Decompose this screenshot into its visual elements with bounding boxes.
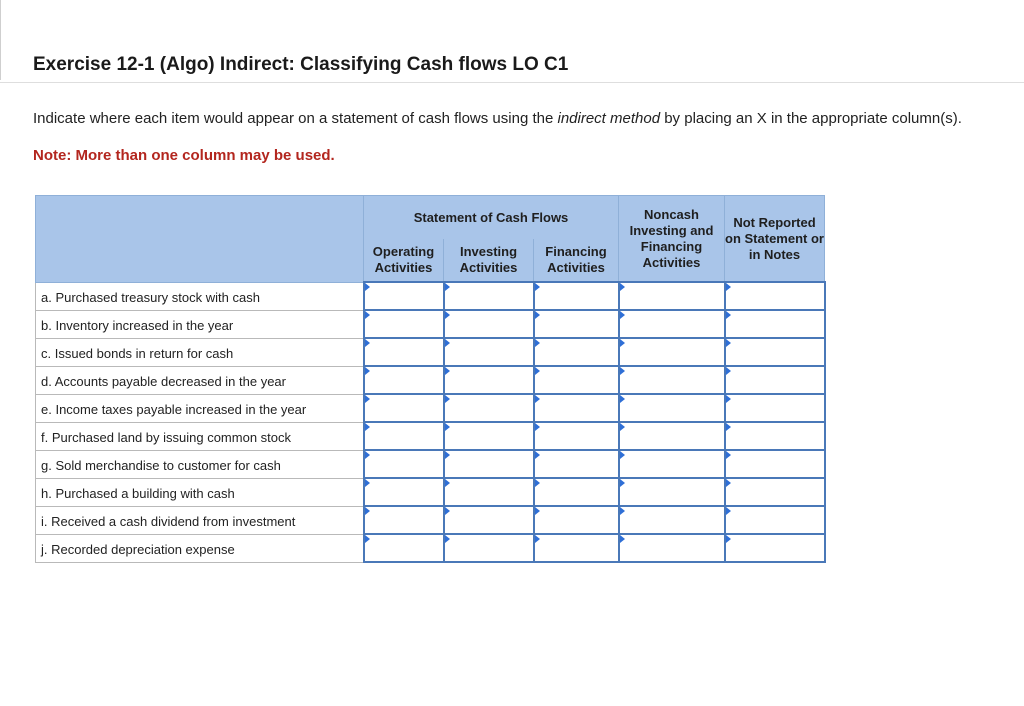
table-row bbox=[36, 450, 825, 478]
noncash-input-cell[interactable] bbox=[619, 450, 725, 478]
noncash-input-cell[interactable] bbox=[619, 338, 725, 366]
operating-input-cell[interactable] bbox=[364, 506, 444, 534]
input-marker-icon bbox=[445, 535, 450, 543]
investing-input-cell[interactable] bbox=[444, 366, 534, 394]
input-marker-icon bbox=[620, 535, 625, 543]
not-reported-column-header: Not Reported on Statement or in Notes bbox=[725, 196, 825, 283]
input-marker-icon bbox=[620, 395, 625, 403]
not-reported-input-cell[interactable] bbox=[725, 366, 825, 394]
note: Note: More than one column may be used. bbox=[33, 147, 335, 164]
investing-input-cell[interactable] bbox=[444, 506, 534, 534]
input-marker-icon bbox=[445, 395, 450, 403]
input-marker-icon bbox=[445, 311, 450, 319]
table-row bbox=[36, 394, 825, 422]
input-marker-icon bbox=[365, 339, 370, 347]
input-marker-icon bbox=[726, 283, 731, 291]
instructions-text-1: Indicate where each item would appear on a statement of cash flows using the bbox=[33, 110, 558, 127]
input-marker-icon bbox=[726, 423, 731, 431]
not-reported-input-cell[interactable] bbox=[725, 534, 825, 562]
input-marker-icon bbox=[535, 507, 540, 515]
input-marker-icon bbox=[620, 339, 625, 347]
operating-input-cell[interactable] bbox=[364, 394, 444, 422]
financing-input-cell[interactable] bbox=[534, 282, 619, 310]
not-reported-input-cell[interactable] bbox=[725, 282, 825, 310]
not-reported-input-cell[interactable] bbox=[725, 422, 825, 450]
input-marker-icon bbox=[365, 423, 370, 431]
row-label: i. Received a cash dividend from investment bbox=[36, 506, 364, 534]
table-row bbox=[36, 310, 825, 338]
investing-input-cell[interactable] bbox=[444, 282, 534, 310]
noncash-column-header: Noncash Investing and Financing Activities bbox=[619, 196, 725, 283]
input-marker-icon bbox=[365, 311, 370, 319]
operating-column-header: Operating Activities bbox=[364, 239, 444, 282]
investing-input-cell[interactable] bbox=[444, 534, 534, 562]
row-label: a. Purchased treasury stock with cash bbox=[36, 282, 364, 310]
input-marker-icon bbox=[445, 451, 450, 459]
not-reported-input-cell[interactable] bbox=[725, 450, 825, 478]
table-row bbox=[36, 366, 825, 394]
input-marker-icon bbox=[535, 339, 540, 347]
noncash-input-cell[interactable] bbox=[619, 534, 725, 562]
statement-of-cash-flows-header: Statement of Cash Flows bbox=[364, 196, 619, 240]
table-row bbox=[36, 338, 825, 366]
not-reported-input-cell[interactable] bbox=[725, 478, 825, 506]
noncash-input-cell[interactable] bbox=[619, 282, 725, 310]
row-label: f. Purchased land by issuing common stock bbox=[36, 422, 364, 450]
instructions bbox=[33, 109, 1008, 128]
input-marker-icon bbox=[726, 339, 731, 347]
input-marker-icon bbox=[445, 283, 450, 291]
noncash-input-cell[interactable] bbox=[619, 366, 725, 394]
table-row bbox=[36, 478, 825, 506]
input-marker-icon bbox=[620, 507, 625, 515]
noncash-input-cell[interactable] bbox=[619, 506, 725, 534]
row-label: j. Recorded depreciation expense bbox=[36, 534, 364, 562]
financing-input-cell[interactable] bbox=[534, 394, 619, 422]
input-marker-icon bbox=[726, 535, 731, 543]
operating-input-cell[interactable] bbox=[364, 338, 444, 366]
input-marker-icon bbox=[365, 507, 370, 515]
operating-input-cell[interactable] bbox=[364, 366, 444, 394]
investing-input-cell[interactable] bbox=[444, 338, 534, 366]
input-marker-icon bbox=[445, 367, 450, 375]
input-marker-icon bbox=[726, 367, 731, 375]
input-marker-icon bbox=[620, 451, 625, 459]
noncash-input-cell[interactable] bbox=[619, 478, 725, 506]
input-marker-icon bbox=[535, 367, 540, 375]
input-marker-icon bbox=[365, 451, 370, 459]
investing-input-cell[interactable] bbox=[444, 478, 534, 506]
input-marker-icon bbox=[620, 311, 625, 319]
not-reported-input-cell[interactable] bbox=[725, 338, 825, 366]
input-marker-icon bbox=[535, 283, 540, 291]
input-marker-icon bbox=[445, 479, 450, 487]
investing-input-cell[interactable] bbox=[444, 310, 534, 338]
input-marker-icon bbox=[365, 395, 370, 403]
investing-column-header: Investing Activities bbox=[444, 239, 534, 282]
table-row bbox=[36, 506, 825, 534]
input-marker-icon bbox=[535, 535, 540, 543]
row-label: g. Sold merchandise to customer for cash bbox=[36, 450, 364, 478]
input-marker-icon bbox=[535, 395, 540, 403]
financing-input-cell[interactable] bbox=[534, 534, 619, 562]
operating-input-cell[interactable] bbox=[364, 450, 444, 478]
operating-input-cell[interactable] bbox=[364, 310, 444, 338]
classification-table bbox=[35, 195, 826, 563]
row-label: d. Accounts payable decreased in the year bbox=[36, 366, 364, 394]
item-column-header bbox=[36, 196, 364, 283]
investing-input-cell[interactable] bbox=[444, 422, 534, 450]
row-label: h. Purchased a building with cash bbox=[36, 478, 364, 506]
row-label: b. Inventory increased in the year bbox=[36, 310, 364, 338]
not-reported-input-cell[interactable] bbox=[725, 310, 825, 338]
instructions-emphasis: indirect method bbox=[557, 110, 661, 127]
input-marker-icon bbox=[620, 423, 625, 431]
input-marker-icon bbox=[535, 479, 540, 487]
input-marker-icon bbox=[726, 395, 731, 403]
input-marker-icon bbox=[445, 423, 450, 431]
not-reported-input-cell[interactable] bbox=[725, 394, 825, 422]
input-marker-icon bbox=[365, 479, 370, 487]
operating-input-cell[interactable] bbox=[364, 422, 444, 450]
financing-input-cell[interactable] bbox=[534, 366, 619, 394]
investing-input-cell[interactable] bbox=[444, 394, 534, 422]
noncash-input-cell[interactable] bbox=[619, 310, 725, 338]
row-label: e. Income taxes payable increased in the year bbox=[36, 394, 364, 422]
financing-input-cell[interactable] bbox=[534, 506, 619, 534]
financing-input-cell[interactable] bbox=[534, 310, 619, 338]
financing-input-cell[interactable] bbox=[534, 450, 619, 478]
operating-input-cell[interactable] bbox=[364, 282, 444, 310]
input-marker-icon bbox=[445, 339, 450, 347]
input-marker-icon bbox=[726, 311, 731, 319]
input-marker-icon bbox=[535, 423, 540, 431]
header-divider bbox=[0, 82, 1024, 83]
exercise-title: Exercise 12-1 (Algo) Indirect: Classifying Cash flows LO C1 bbox=[33, 54, 569, 75]
table-body bbox=[36, 282, 825, 562]
input-marker-icon bbox=[726, 479, 731, 487]
financing-input-cell[interactable] bbox=[534, 338, 619, 366]
table-row bbox=[36, 282, 825, 310]
operating-input-cell[interactable] bbox=[364, 534, 444, 562]
instructions-text-2: by placing an X in the appropriate column(s). bbox=[660, 110, 962, 127]
financing-input-cell[interactable] bbox=[534, 478, 619, 506]
row-label: c. Issued bonds in return for cash bbox=[36, 338, 364, 366]
input-marker-icon bbox=[365, 283, 370, 291]
input-marker-icon bbox=[620, 283, 625, 291]
input-marker-icon bbox=[620, 367, 625, 375]
not-reported-input-cell[interactable] bbox=[725, 506, 825, 534]
input-marker-icon bbox=[535, 311, 540, 319]
financing-input-cell[interactable] bbox=[534, 422, 619, 450]
input-marker-icon bbox=[535, 451, 540, 459]
left-divider bbox=[0, 0, 1, 80]
input-marker-icon bbox=[726, 507, 731, 515]
input-marker-icon bbox=[365, 535, 370, 543]
input-marker-icon bbox=[726, 451, 731, 459]
operating-input-cell[interactable] bbox=[364, 478, 444, 506]
financing-column-header: Financing Activities bbox=[534, 239, 619, 282]
input-marker-icon bbox=[620, 479, 625, 487]
input-marker-icon bbox=[365, 367, 370, 375]
input-marker-icon bbox=[445, 507, 450, 515]
noncash-input-cell[interactable] bbox=[619, 394, 725, 422]
table-row bbox=[36, 422, 825, 450]
noncash-input-cell[interactable] bbox=[619, 422, 725, 450]
investing-input-cell[interactable] bbox=[444, 450, 534, 478]
table-row bbox=[36, 534, 825, 562]
